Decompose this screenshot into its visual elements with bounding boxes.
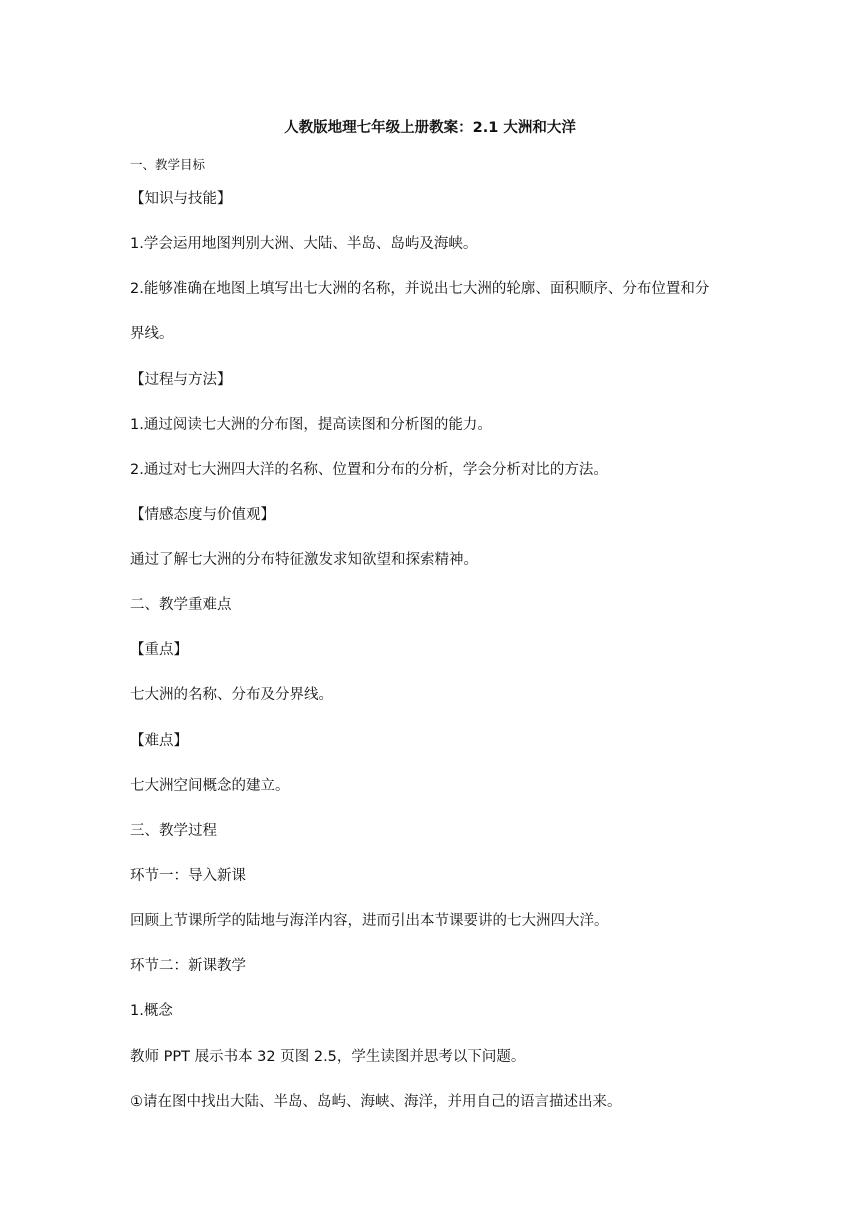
subheading-emotion-values: 【情感态度与价值观】 [130,507,275,523]
section-heading-teaching-process: 三、教学过程 [130,823,217,839]
paragraph-line: 回顾上节课所学的陆地与海洋内容，进而引出本节课要讲的七大洲四大洋。 [130,913,609,929]
subsection-heading-concept: 1.概念 [130,1003,173,1019]
subheading-difficulty: 【难点】 [130,733,188,749]
section-heading-key-points: 二、教学重难点 [130,597,232,613]
subheading-knowledge-skills: 【知识与技能】 [130,191,232,207]
paragraph-line: 2.能够准确在地图上填写出七大洲的名称，并说出七大洲的轮廓、面积顺序、分布位置和分 [130,281,710,297]
paragraph-line: 教师 PPT 展示书本 32 页图 2.5，学生读图并思考以下问题。 [130,1049,526,1065]
step-heading-new-lesson: 环节二：新课教学 [130,958,246,974]
paragraph-line: 1.通过阅读七大洲的分布图，提高读图和分析图的能力。 [130,417,492,433]
document-title: 人教版地理七年级上册教案：2.1 大洲和大洋 [284,120,576,136]
paragraph-line: ①请在图中找出大陆、半岛、岛屿、海峡、海洋，并用自己的语言描述出来。 [130,1094,622,1110]
subheading-key-point: 【重点】 [130,642,188,658]
paragraph-line: 界线。 [130,326,174,342]
paragraph-line: 七大洲空间概念的建立。 [130,778,290,794]
section-heading-teaching-goals: 一、教学目标 [130,157,206,172]
paragraph-line: 1.学会运用地图判别大洲、大陆、半岛、岛屿及海峡。 [130,236,478,252]
paragraph-line: 七大洲的名称、分布及分界线。 [130,687,333,703]
subheading-process-method: 【过程与方法】 [130,372,232,388]
paragraph-line: 通过了解七大洲的分布特征激发求知欲望和探索精神。 [130,552,478,568]
paragraph-line: 2.通过对七大洲四大洋的名称、位置和分布的分析，学会分析对比的方法。 [130,462,608,478]
step-heading-intro: 环节一：导入新课 [130,868,246,884]
